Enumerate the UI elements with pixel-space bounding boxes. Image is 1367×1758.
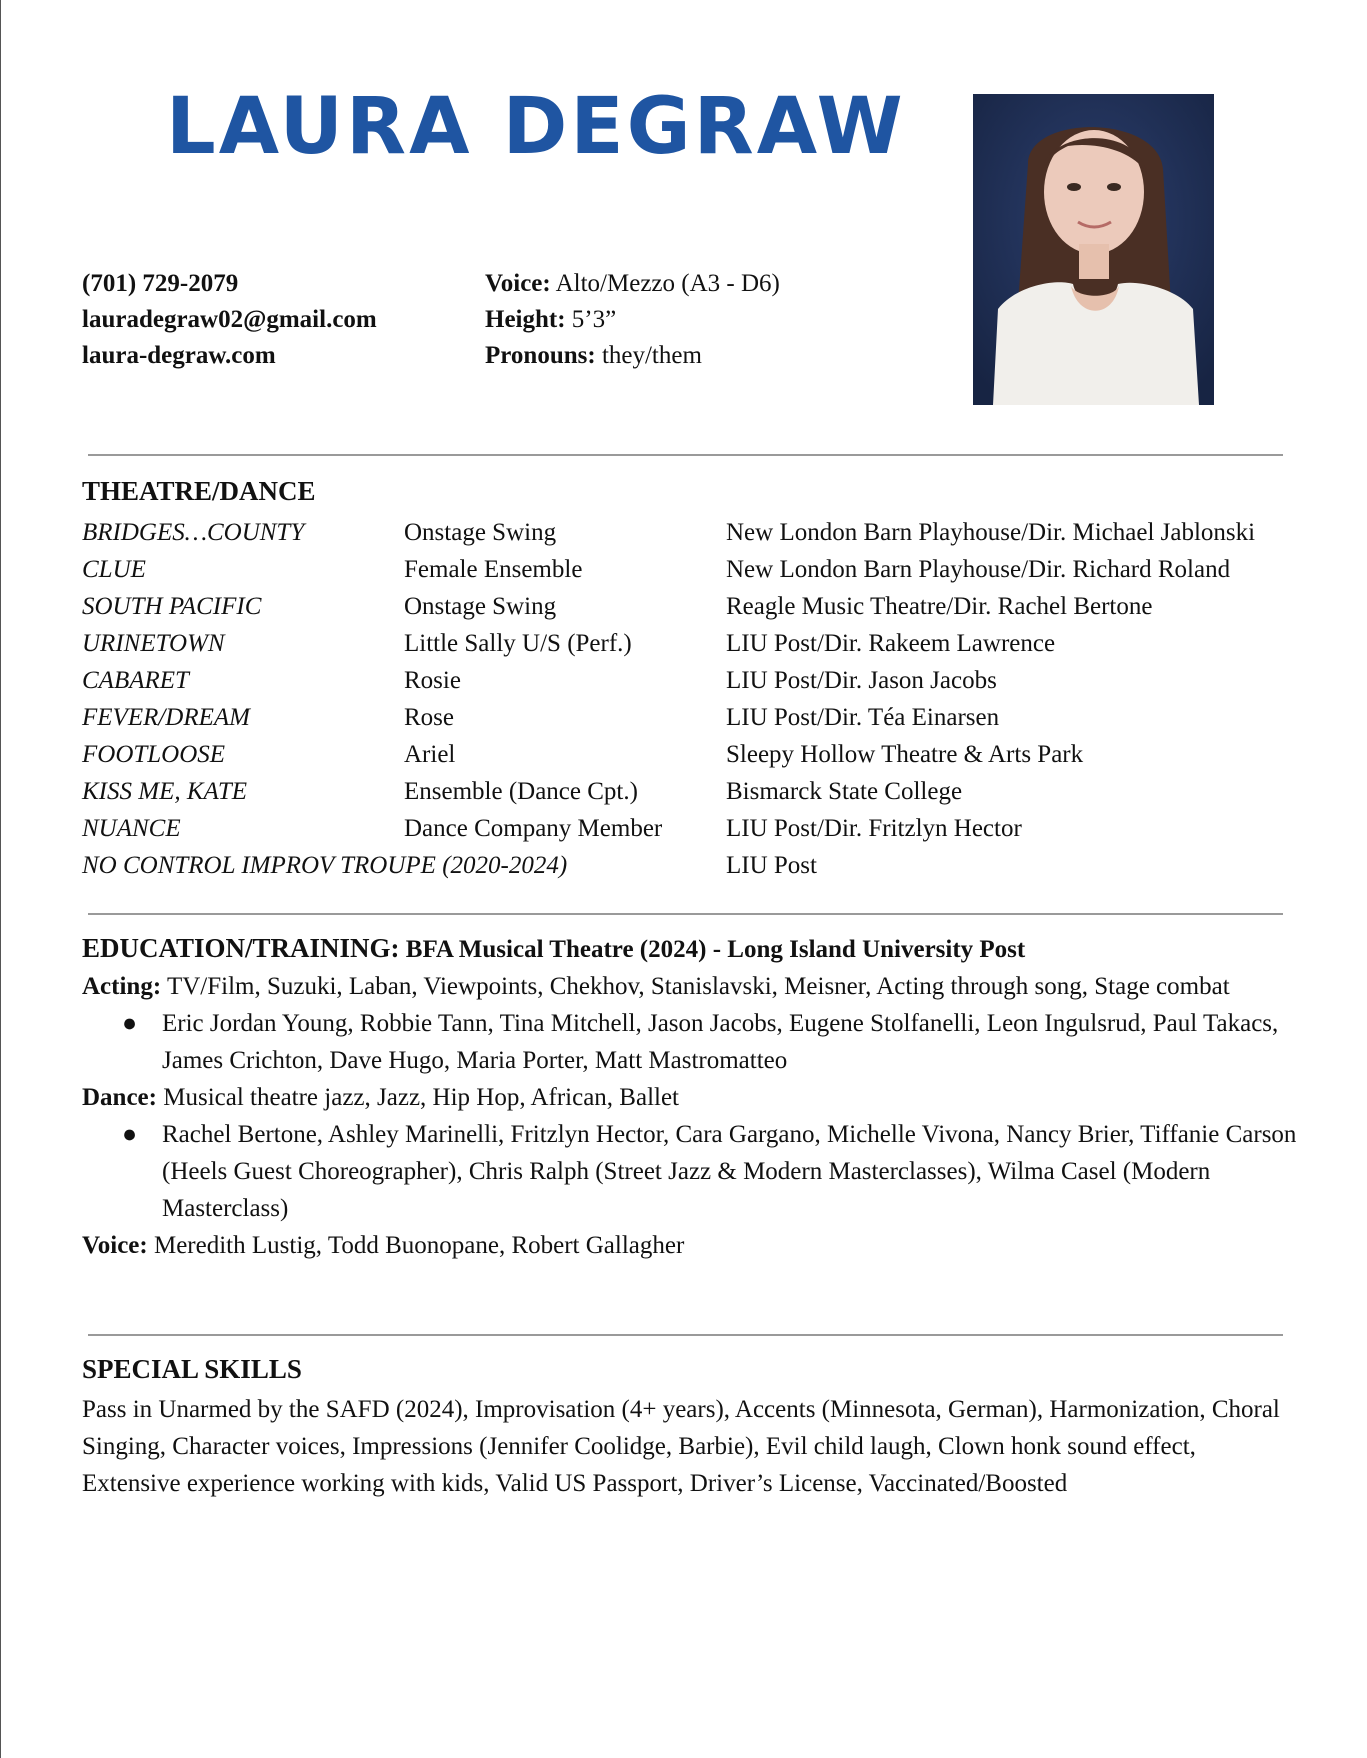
voice-label: Voice: [485, 270, 551, 297]
dance-value: Musical theatre jazz, Jazz, Hip Hop, African, Ballet [156, 1084, 680, 1111]
contact-block [82, 266, 377, 374]
divider-3 [88, 1334, 1283, 1336]
height [485, 302, 780, 338]
credit-venue: Sleepy Hollow Theatre & Arts Park [726, 740, 1084, 768]
pronouns [485, 338, 780, 374]
credit-show: BRIDGES…COUNTY [82, 518, 305, 546]
acting-teachers: Eric Jordan Young, Robbie Tann, Tina Mitchell, Jason Jacobs, Eugene Stolfanelli, Leon Ingulsrud, Paul Takacs, James Crichton, Dave Hugo, Maria Porter, Matt Mastromatteo [162, 1010, 1279, 1074]
credit-role: Little Sally U/S (Perf.) [404, 629, 632, 657]
divider-1 [88, 454, 1283, 456]
divider-2 [88, 913, 1283, 915]
acting-label: Acting: [82, 973, 162, 1000]
credit-show: FEVER/DREAM [82, 703, 250, 731]
skills-text: Pass in Unarmed by the SAFD (2024), Improvisation (4+ years), Accents (Minnesota, German), Harmonization, Choral Singing, Character voices, Impressions (Jennifer Coolidge, Barbie), Evil child laugh, Clown honk sound effect, Extensive experience working with kids, Valid US Passport, Driver’s License, Vaccinated/Boosted [82, 1396, 1280, 1497]
credit-row [82, 810, 1255, 847]
credit-row [82, 662, 1255, 699]
credit-venue: Reagle Music Theatre/Dir. Rachel Bertone [726, 592, 1153, 620]
education-degree: BFA Musical Theatre (2024) - Long Island University Post [399, 936, 1026, 963]
credit-show: NO CONTROL IMPROV TROUPE (2020-2024) [82, 851, 568, 879]
credit-row [82, 588, 1255, 625]
dance-teachers: Rachel Bertone, Ashley Marinelli, Fritzlyn Hector, Cara Gargano, Michelle Vivona, Nancy Brier, Tiffanie Carson (Heels Guest Choreographer), Chris Ralph (Street Jazz & Modern Masterclasses), Wilma Casel (Modern Masterclass) [162, 1121, 1297, 1222]
credit-role: Dance Company Member [404, 814, 663, 842]
credit-venue: LIU Post/Dir. Jason Jacobs [726, 666, 997, 694]
credit-venue: Bismarck State College [726, 777, 963, 805]
credit-row [82, 773, 1255, 810]
voice-value: Alto/Mezzo (A3 - D6) [550, 270, 780, 297]
voice-range [485, 266, 780, 302]
credit-role: Onstage Swing [404, 518, 557, 546]
theatre-section-title: THEATRE/DANCE [82, 476, 316, 506]
pronouns-value: they/them [595, 342, 702, 369]
credit-venue: LIU Post [726, 851, 817, 879]
bullet-icon: ● [122, 1121, 138, 1148]
voice-training [82, 1227, 1302, 1264]
credit-show: NUANCE [82, 814, 181, 842]
credit-row [82, 551, 1255, 588]
credit-venue: LIU Post/Dir. Téa Einarsen [726, 703, 1000, 731]
credit-show: FOOTLOOSE [82, 740, 226, 768]
education-header [82, 930, 1302, 968]
credit-role: Onstage Swing [404, 592, 557, 620]
credit-show: CLUE [82, 555, 146, 583]
credit-row [82, 625, 1255, 662]
dance-teachers-item [82, 1116, 1302, 1227]
skills-section [82, 1391, 1282, 1502]
skills-section-title: SPECIAL SKILLS [82, 1354, 302, 1384]
credit-venue: New London Barn Playhouse/Dir. Richard Roland [726, 555, 1231, 583]
website-url: laura-degraw.com [82, 342, 276, 369]
credit-role: Rose [404, 703, 454, 731]
applicant-name: LAURA DEGRAW [166, 82, 906, 172]
dance-label: Dance: [82, 1084, 157, 1111]
headshot-photo [973, 94, 1214, 405]
theatre-credits-table [82, 514, 1255, 884]
credit-venue: LIU Post/Dir. Rakeem Lawrence [726, 629, 1056, 657]
phone-number: (701) 729-2079 [82, 270, 239, 297]
credit-venue: LIU Post/Dir. Fritzlyn Hector [726, 814, 1022, 842]
acting-teachers-item [82, 1005, 1302, 1079]
bullet-icon: ● [122, 1010, 138, 1037]
voice-teachers: Meredith Lustig, Todd Buonopane, Robert Gallagher [147, 1232, 685, 1259]
credit-row [82, 736, 1255, 773]
credit-row [82, 699, 1255, 736]
credit-row [82, 514, 1255, 551]
credit-show: SOUTH PACIFIC [82, 592, 262, 620]
page-edge [0, 0, 1, 1758]
credit-role: Rosie [404, 666, 461, 694]
credit-venue: New London Barn Playhouse/Dir. Michael Jablonski [726, 518, 1256, 546]
dance-training [82, 1079, 1302, 1116]
education-section [82, 930, 1302, 1264]
credit-role: Ariel [404, 740, 456, 768]
credit-row [82, 847, 1255, 884]
education-title: EDUCATION/TRAINING: [82, 933, 400, 963]
height-label: Height: [485, 306, 566, 333]
credit-role: Ensemble (Dance Cpt.) [404, 777, 638, 805]
acting-training [82, 968, 1302, 1005]
credit-show: KISS ME, KATE [82, 777, 248, 805]
pronouns-label: Pronouns: [485, 342, 596, 369]
credit-show: URINETOWN [82, 629, 225, 657]
acting-value: TV/Film, Suzuki, Laban, Viewpoints, Chekhov, Stanislavski, Meisner, Acting through song, Stage combat [161, 973, 1230, 1000]
email-address: lauradegraw02@gmail.com [82, 306, 377, 333]
credit-role: Female Ensemble [404, 555, 583, 583]
height-value: 5’3” [565, 306, 617, 333]
voice-training-label: Voice: [82, 1232, 148, 1259]
stats-block [485, 266, 780, 374]
credit-show: CABARET [82, 666, 189, 694]
